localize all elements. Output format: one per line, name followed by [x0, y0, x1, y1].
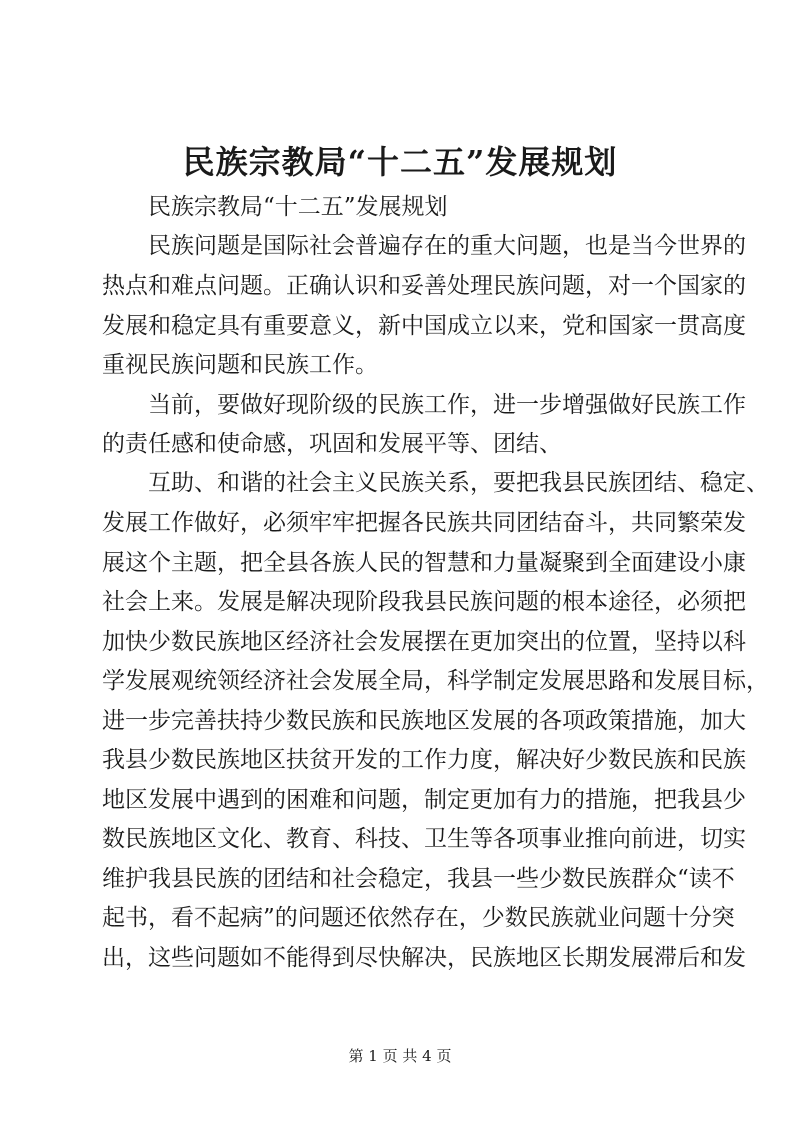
paragraph-line: 进一步完善扶持少数民族和民族地区发展的各项政策措施，加大 — [102, 708, 746, 734]
paragraph-line: 互助、和谐的社会主义民族关系，要把我县民族团结、稳定、 — [148, 470, 769, 496]
paragraph-line: 热点和难点问题。正确认识和妥善处理民族问题，对一个国家的 — [102, 273, 746, 299]
page-indicator: 第 1 页 共 4 页 — [348, 1047, 452, 1065]
paragraph-line: 加快少数民族地区经济社会发展摆在更加突出的位置，坚持以科 — [102, 629, 746, 655]
document-title: 民族宗教局“十二五”发展规划 — [182, 143, 618, 181]
paragraph-line: 我县少数民族地区扶贫开发的工作力度，解决好少数民族和民族 — [102, 747, 746, 773]
paragraph-line: 起书，看不起病”的问题还依然存在，少数民族就业问题十分突 — [102, 905, 735, 931]
paragraph-line: 地区发展中遇到的困难和问题，制定更加有力的措施，把我县少 — [102, 787, 746, 813]
paragraph-line: 学发展观统领经济社会发展全局，科学制定发展思路和发展目标， — [102, 668, 769, 694]
paragraph-line: 展这个主题，把全县各族人民的智慧和力量凝聚到全面建设小康 — [102, 550, 746, 576]
paragraph-line: 民族问题是国际社会普遍存在的重大问题，也是当今世界的 — [148, 233, 746, 259]
paragraph-line: 重视民族问题和民族工作。 — [102, 352, 378, 378]
paragraph-line: 出，这些问题如不能得到尽快解决，民族地区长期发展滞后和发 — [102, 945, 746, 971]
paragraph-line: 社会上来。发展是解决现阶段我县民族问题的根本途径，必须把 — [102, 589, 746, 615]
paragraph-line: 的责任感和使命感，巩固和发展平等、团结、 — [102, 431, 562, 457]
paragraph-line: 发展和稳定具有重要意义，新中国成立以来，党和国家一贯高度 — [102, 313, 746, 339]
paragraph-line: 数民族地区文化、教育、科技、卫生等各项事业推向前进，切实 — [102, 826, 746, 852]
paragraph-line: 发展工作做好，必须牢牢把握各民族共同团结奋斗，共同繁荣发 — [102, 510, 746, 536]
paragraph-line: 当前，要做好现阶级的民族工作，进一步增强做好民族工作 — [148, 392, 746, 418]
paragraph-line: 维护我县民族的团结和社会稳定，我县一些少数民族群众“读不 — [102, 866, 735, 892]
subtitle-line: 民族宗教局“十二五”发展规划 — [148, 194, 448, 220]
